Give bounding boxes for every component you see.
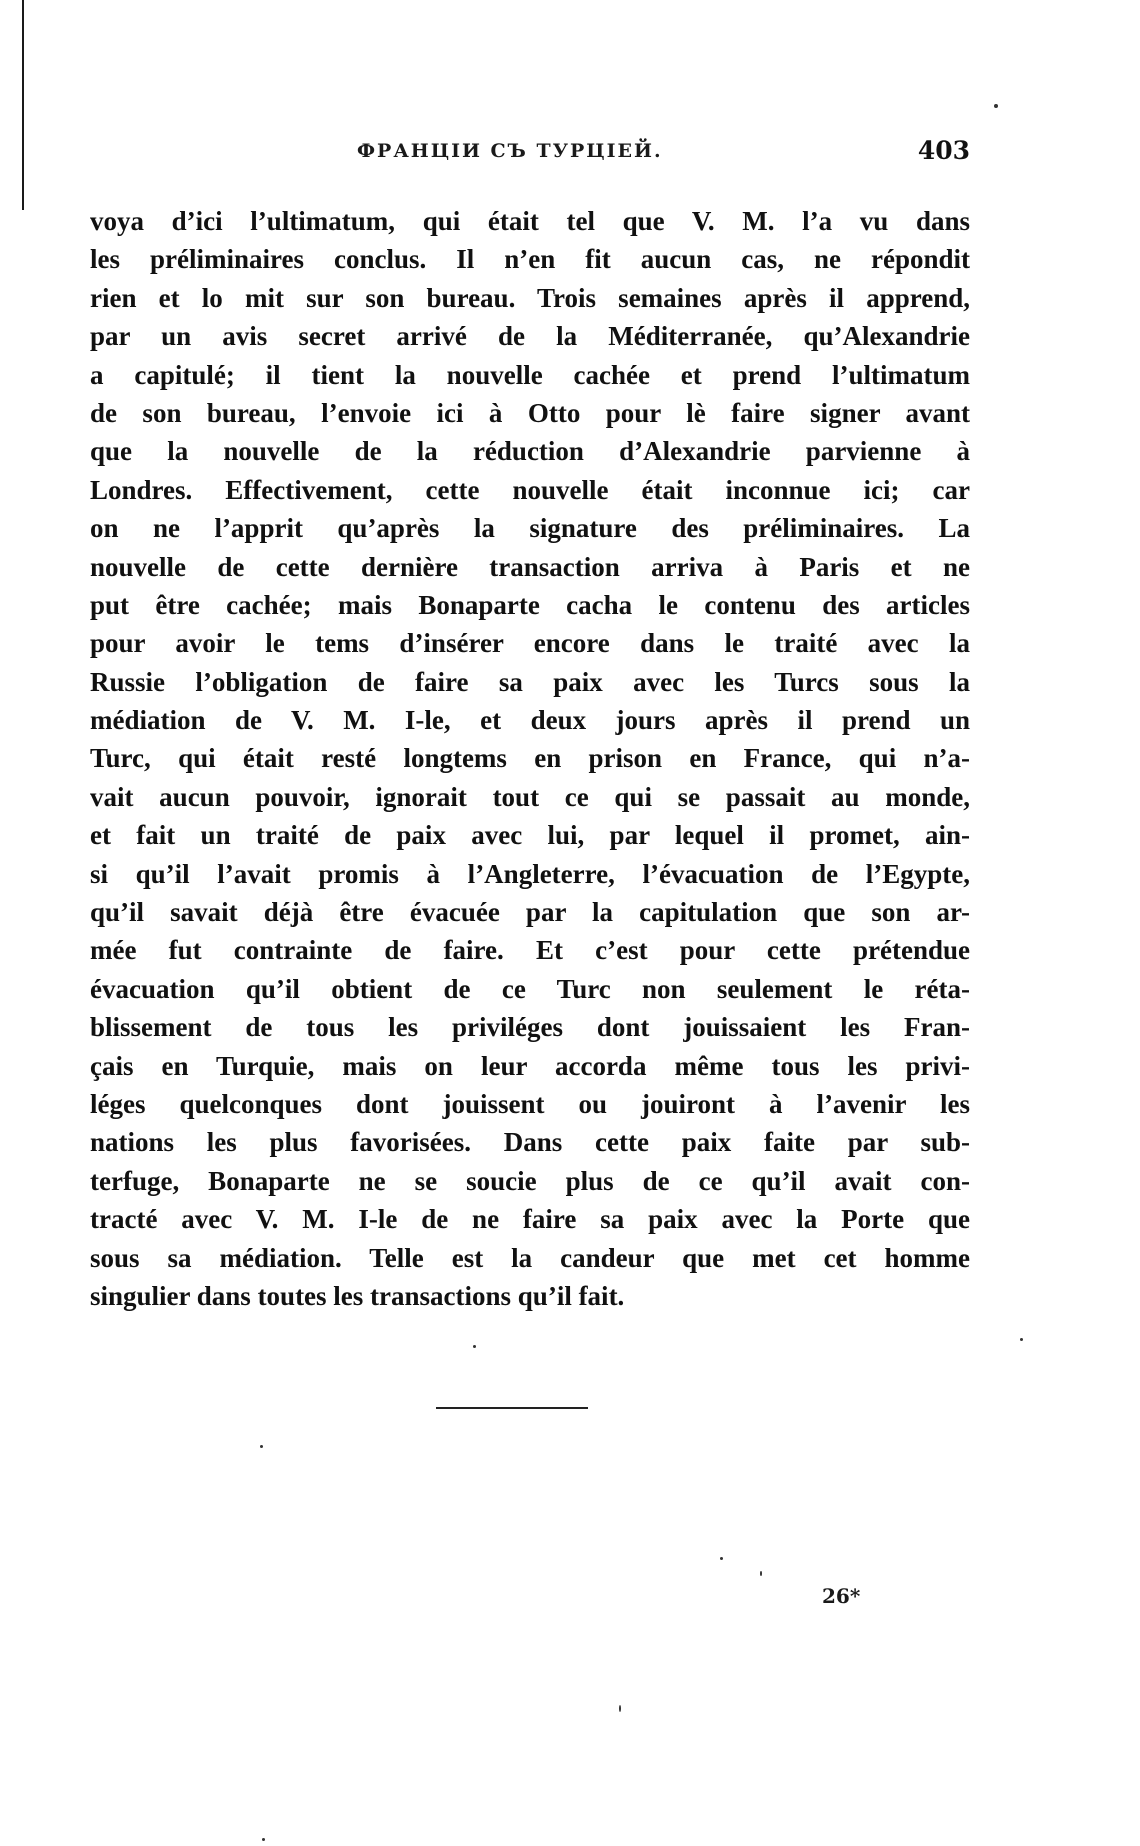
text-line: qu’il savait déjà être évacuée par la capitulation que son ar- [90,897,970,928]
running-head [90,136,970,170]
text-line-last: singulier dans toutes les transactions qu’il fait. [90,1280,625,1311]
text-line: blissement de tous les priviléges dont jouissaient les Fran- [90,1012,970,1043]
text-line: Londres. Effectivement, cette nouvelle était inconnue ici; car [90,474,970,505]
text-line: léges quelconques dont jouissent ou jouiront à l’avenir les [90,1088,970,1119]
text-line: médiation de V. M. I-le, et deux jours après il prend un [90,705,970,736]
text-line: et fait un traité de paix avec lui, par lequel il promet, ain- [90,820,970,851]
body-text [90,202,970,1315]
text-line: nouvelle de cette dernière transaction arriva à Paris et ne [90,551,970,582]
text-line: Turc, qui était resté longtems en prison en France, qui n’a- [90,743,970,774]
text-line: par un avis secret arrivé de la Méditerranée, qu’Alexandrie [90,321,970,352]
binding-edge-line [22,0,24,210]
text-line: on ne l’apprit qu’après la signature des préliminaires. La [90,513,970,544]
text-line: terfuge, Bonaparte ne se soucie plus de ce qu’il avait con- [90,1165,970,1196]
text-line: évacuation qu’il obtient de ce Turc non seulement le réta- [90,973,970,1004]
signature-mark: 26* [822,1584,861,1608]
text-line: vait aucun pouvoir, ignorait tout ce qui se passait au monde, [90,781,970,812]
scan-speck [619,1705,621,1712]
scan-speck [994,104,998,108]
text-line: de son bureau, l’envoie ici à Otto pour lè faire signer avant [90,397,970,428]
text-line: sous sa médiation. Telle est la candeur que met cet homme [90,1242,970,1273]
scan-speck [260,1445,263,1448]
text-line: çais en Turquie, mais on leur accorda même tous les privi- [90,1050,970,1081]
text-line: voya d’ici l’ultimatum, qui était tel que V. M. l’a vu dans [90,206,970,236]
scan-speck [473,1345,476,1348]
page-number: 403 [917,136,970,165]
text-line: tracté avec V. M. I-le de ne faire sa paix avec la Porte que [90,1204,970,1235]
scan-speck [262,1838,265,1841]
text-line: nations les plus favorisées. Dans cette paix faite par sub- [90,1127,970,1158]
text-line: put être cachée; mais Bonaparte cacha le contenu des articles [90,589,970,620]
text-line: rien et lo mit sur son bureau. Trois semaines après il apprend, [90,282,970,313]
text-line: mée fut contrainte de faire. Et c’est pour cette prétendue [90,935,970,966]
text-line: que la nouvelle de la réduction d’Alexandrie parvienne à [90,436,970,467]
scan-speck [720,1557,723,1560]
text-line: Russie l’obligation de faire sa paix avec les Turcs sous la [90,666,970,697]
text-line: les préliminaires conclus. Il n’en fit aucun cas, ne répondit [90,244,970,275]
text-line: a capitulé; il tient la nouvelle cachée et prend l’ultimatum [90,359,970,390]
scan-speck [1020,1338,1023,1341]
running-head-title: ФРАНЦІИ СЪ ТУРЦІЕЙ. [357,140,663,162]
text-line: si qu’il l’avait promis à l’Angleterre, l’évacuation de l’Egypte, [90,858,970,889]
section-end-rule [436,1407,588,1409]
scan-speck [760,1571,762,1576]
text-line: pour avoir le tems d’insérer encore dans le traité avec la [90,628,970,659]
